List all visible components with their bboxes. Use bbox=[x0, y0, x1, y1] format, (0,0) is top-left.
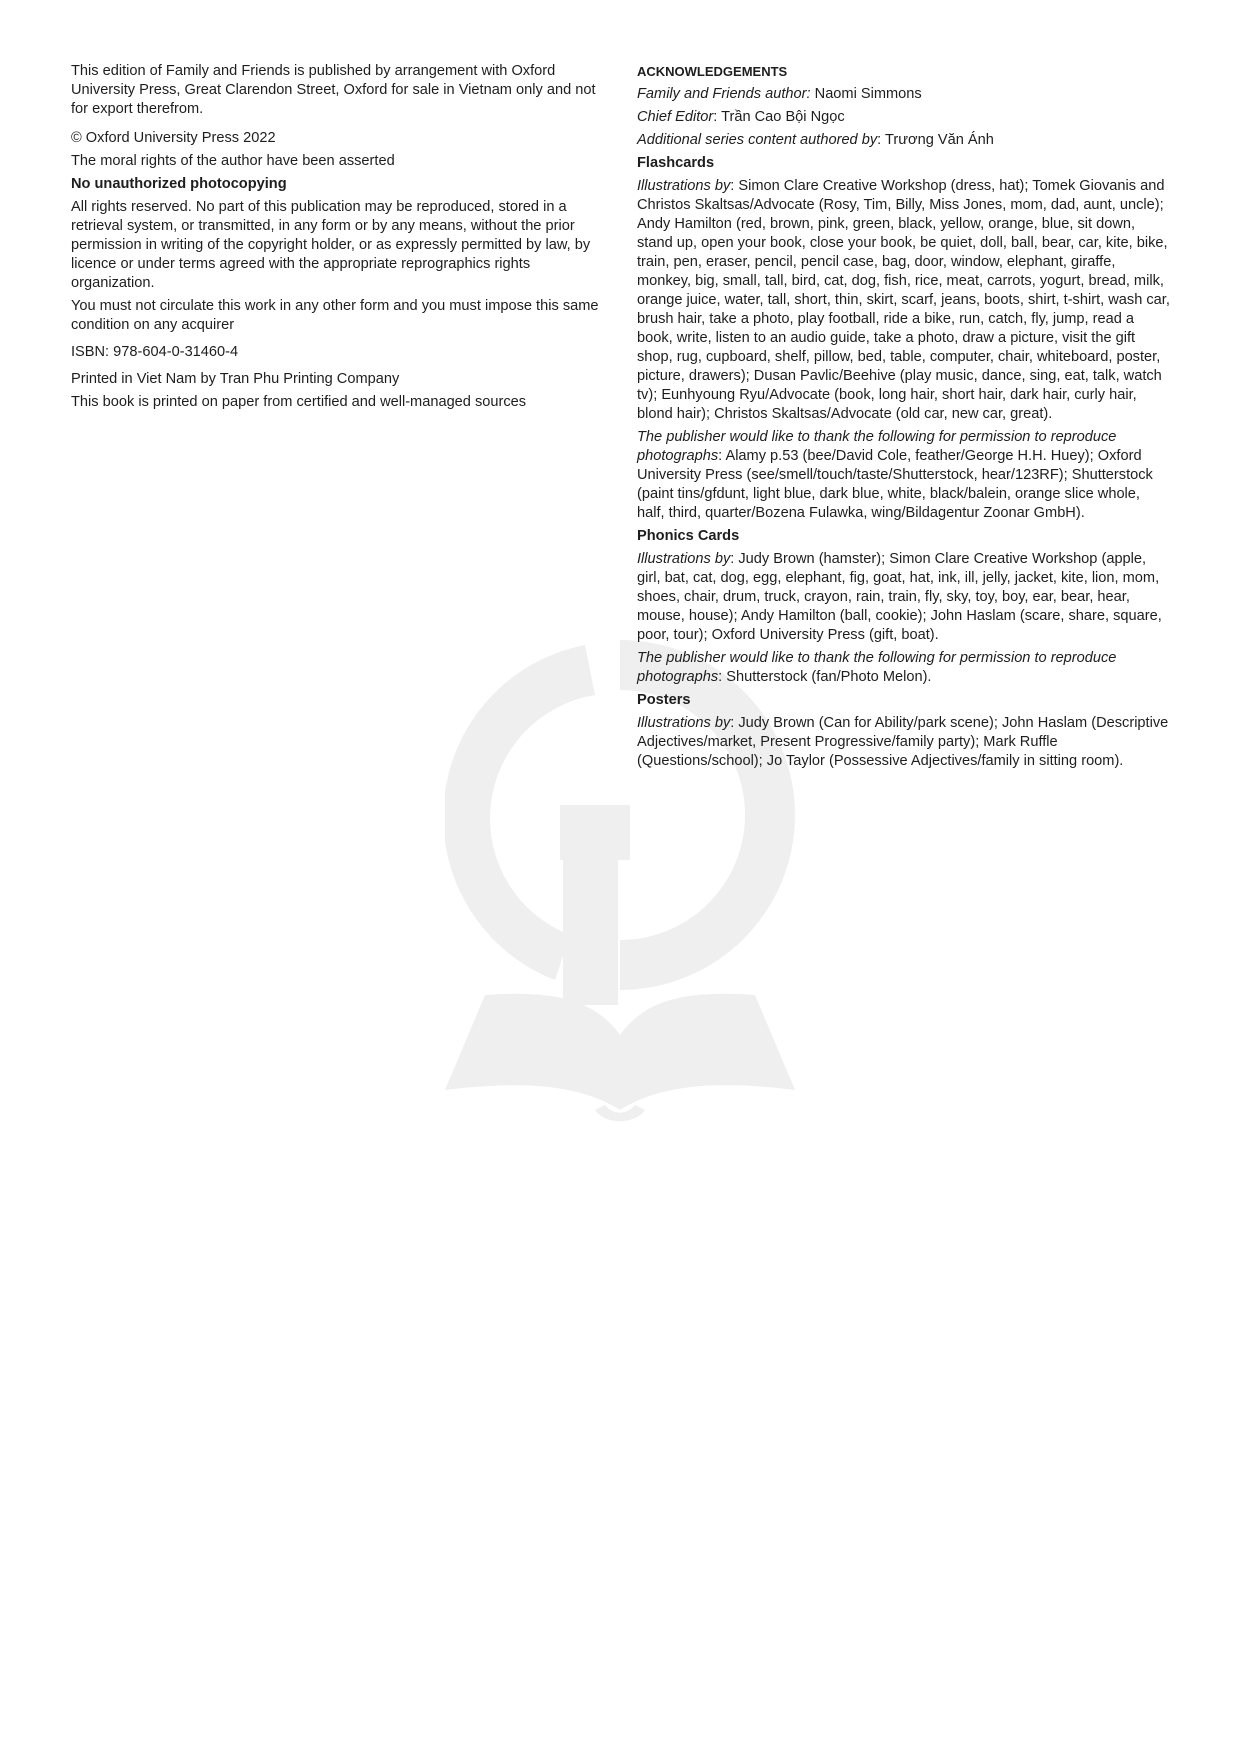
flashcards-photographs bbox=[637, 428, 1170, 523]
printed-line: Printed in Viet Nam by Tran Phu Printing Company bbox=[71, 371, 400, 387]
acknowledgements-heading: ACKNOWLEDGEMENTS bbox=[637, 64, 788, 79]
posters-illustrations-text: : Judy Brown (Can for Ability/park scene); John Haslam (Descriptive Adjectives/market, Present Progressive/family party); Mark Ruffle (Questions/school); Jo Taylor (Possessive Adjectives/family in sitting room). bbox=[637, 715, 1169, 769]
author-label: Family and Friends author: bbox=[637, 86, 811, 102]
phonics-illustrations-label: Illustrations by bbox=[637, 551, 731, 567]
flashcards-photographs-text: : Alamy p.53 (bee/David Cole, feather/George H.H. Huey); Oxford University Press (see/smell/touch/taste/Shutterstock, hear/123RF); Shutterstock (paint tins/gfdunt, light blue, dark blue, white, black/balein, orange slice whole, half, third, quarter/Bozena Fulawka, wing/Bildagentur Zoonar GmbH). bbox=[637, 448, 1153, 521]
posters-illustrations-label: Illustrations by bbox=[637, 715, 731, 731]
flashcards-illustrations-label: Illustrations by bbox=[637, 178, 731, 194]
moral-rights-line: The moral rights of the author have been asserted bbox=[71, 153, 395, 169]
edition-note: This edition of Family and Friends is published by arrangement with Oxford University Press, Great Clarendon Street, Oxford for sale in Vietnam only and not for export therefrom. bbox=[71, 63, 596, 117]
additional-content-value: : Trương Văn Ánh bbox=[877, 132, 994, 148]
author-value: Naomi Simmons bbox=[810, 86, 922, 102]
phonics-photographs-label: The publisher would like to thank the following for permission to reproduce photographs bbox=[637, 650, 1117, 685]
isbn-line: ISBN: 978-604-0-31460-4 bbox=[71, 344, 239, 360]
flashcards-illustrations bbox=[637, 177, 1170, 424]
additional-content-label: Additional series content authored by bbox=[637, 132, 878, 148]
paper-line: This book is printed on paper from certified and well-managed sources bbox=[71, 394, 527, 410]
phonics-heading: Phonics Cards bbox=[637, 528, 740, 544]
acknowledgements-column bbox=[637, 62, 1170, 775]
phonics-illustrations bbox=[637, 550, 1170, 645]
posters-illustrations bbox=[637, 714, 1170, 771]
chief-editor-line bbox=[637, 108, 1170, 127]
author-line bbox=[637, 85, 1170, 104]
phonics-photographs-text: : Shutterstock (fan/Photo Melon). bbox=[718, 669, 932, 685]
flashcards-illustrations-text: : Simon Clare Creative Workshop (dress, hat); Tomek Giovanis and Christos Skaltsas/Advocate (Rosy, Tim, Billy, Miss Jones, mom, dad, aunt, uncle); Andy Hamilton (red, brown, pink, green, black, yellow, orange, blue, sit down, stand up, open your book, close your book, be quiet, doll, ball, bear, car, kite, bike, train, pen, eraser, pencil, pencil case, bag, door, window, elephant, giraffe, monkey, big, small, tall, bird, cat, dog, fish, rice, meat, carrots, yogurt, bread, milk, orange juice, water, tall, short, thin, skirt, scarf, jeans, boots, shirt, t-shirt, wash car, brush hair, take a photo, play football, ride a bike, run, catch, fly, jump, read a book, write, listen to an audio guide, take a photo, draw a picture, visit the gift shop, rug, cupboard, shelf, pillow, bed, table, computer, chair, whiteboard, poster, picture, drawers); Dusan Pavlic/Beehive (play music, dance, sing, eat, talk, watch tv); Eunhyoung Ryu/Advocate (book, long hair, short hair, dark hair, curly hair, blond hair); Christos Skaltsas/Advocate (old car, new car, great). bbox=[637, 178, 1170, 422]
chief-editor-label: Chief Editor bbox=[637, 109, 714, 125]
flashcards-photographs-label: The publisher would like to thank the following for permission to reproduce photographs bbox=[637, 429, 1117, 464]
phonics-illustrations-text: : Judy Brown (hamster); Simon Clare Creative Workshop (apple, girl, bat, cat, dog, egg, elephant, fig, goat, hat, ink, ill, jelly, jacket, kite, lion, mom, shoes, chair, drum, truck, crayon, rain, train, fly, sky, toy, boy, ear, bear, hear, mouse, house); Andy Hamilton (ball, cookie); John Haslam (scare, share, square, poor, tour); Oxford University Press (gift, boat). bbox=[637, 551, 1162, 643]
rights-reserved-text: All rights reserved. No part of this publication may be reproduced, stored in a retrieval system, or transmitted, in any form or by any means, without the prior permission in writing of the copyright holder, or as expressly permitted by law, by licence or under terms agreed with the appropriate reprographics rights organization. bbox=[71, 199, 591, 291]
flashcards-heading: Flashcards bbox=[637, 155, 715, 171]
chief-editor-value: : Trần Cao Bội Ngọc bbox=[713, 109, 845, 125]
phonics-photographs bbox=[637, 649, 1170, 687]
additional-content-line bbox=[637, 131, 1170, 150]
imprint-column bbox=[71, 62, 601, 412]
copyright-line: © Oxford University Press 2022 bbox=[71, 130, 276, 146]
circulate-text: You must not circulate this work in any other form and you must impose this same condition on any acquirer bbox=[71, 298, 599, 333]
posters-heading: Posters bbox=[637, 692, 691, 708]
no-photocopy-heading: No unauthorized photocopying bbox=[71, 176, 287, 192]
